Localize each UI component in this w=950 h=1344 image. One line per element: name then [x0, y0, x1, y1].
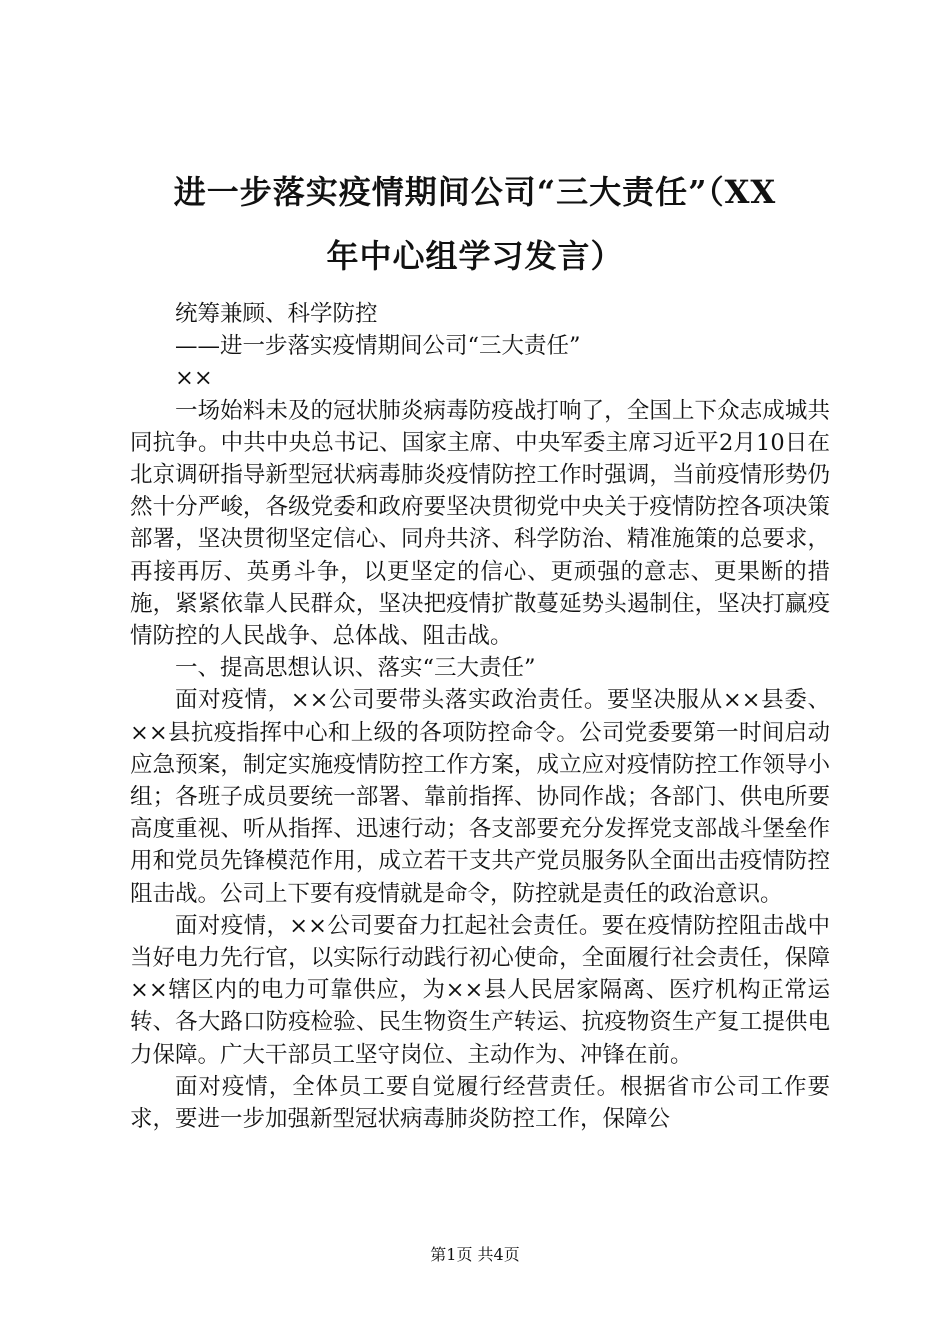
document-title	[110, 160, 840, 288]
paragraph: 面对疫情，全体员工要自觉履行经营责任。根据省市公司工作要求，要进一步加强新型冠状病毒肺炎防控工作，保障公	[130, 1073, 830, 1133]
paragraph: 面对疫情，××公司要奋力扛起社会责任。要在疫情防控阻击战中当好电力先行官，以实际行动践行初心使命，全面履行社会责任，保障××辖区内的电力可靠供应，为××县人民居家隔离、医疗机构正常运转、各大路口防疫检验、民生物资生产转运、抗疫物资生产复工提供电力保障。广大干部员工坚守岗位、主动作为、冲锋在前。	[130, 912, 830, 1068]
section-heading: 一、提高思想认识、落实“三大责任”	[175, 655, 536, 682]
sub-subtitle: ——进一步落实疫情期间公司“三大责任”	[175, 333, 581, 360]
paragraph: 一场始料未及的冠状肺炎病毒防疫战打响了，全国上下众志成城共同抗争。中共中央总书记、国家主席、中央军委主席习近平2月10日在北京调研指导新型冠状病毒肺炎疫情防控工作时强调，当前疫情形势仍然十分严峻，各级党委和政府要坚决贯彻党中央关于疫情防控各项决策部署，坚决贯彻坚定信心、同舟共济、科学防治、精准施策的总要求，再接再厉、英勇斗争，以更坚定的信心、更顽强的意志、更果断的措施，紧紧依靠人民群众，坚决把疫情扩散蔓延势头遏制住，坚决打赢疫情防控的人民战争、总体战、阻击战。	[130, 397, 830, 650]
subtitle: 统筹兼顾、科学防控	[175, 301, 378, 327]
title-line-2: 年中心组学习发言）	[326, 237, 624, 275]
author: ××	[175, 365, 213, 392]
title-line-1: 进一步落实疫情期间公司“三大责任”（XX	[173, 173, 777, 211]
page-footer	[0, 1245, 950, 1265]
document-body	[130, 298, 830, 1135]
page-number: 第1页 共4页	[430, 1245, 520, 1264]
paragraph: 面对疫情，××公司要带头落实政治责任。要坚决服从××县委、××县抗疫指挥中心和上级的各项防控命令。公司党委要第一时间启动应急预案，制定实施疫情防控工作方案，成立应对疫情防控工作领导小组；各班子成员要统一部署、靠前指挥、协同作战；各部门、供电所要高度重视、听从指挥、迅速行动；各支部要充分发挥党支部战斗堡垒作用和党员先锋模范作用，成立若干支共产党员服务队全面出击疫情防控阻击战。公司上下要有疫情就是命令，防控就是责任的政治意识。	[130, 687, 830, 907]
